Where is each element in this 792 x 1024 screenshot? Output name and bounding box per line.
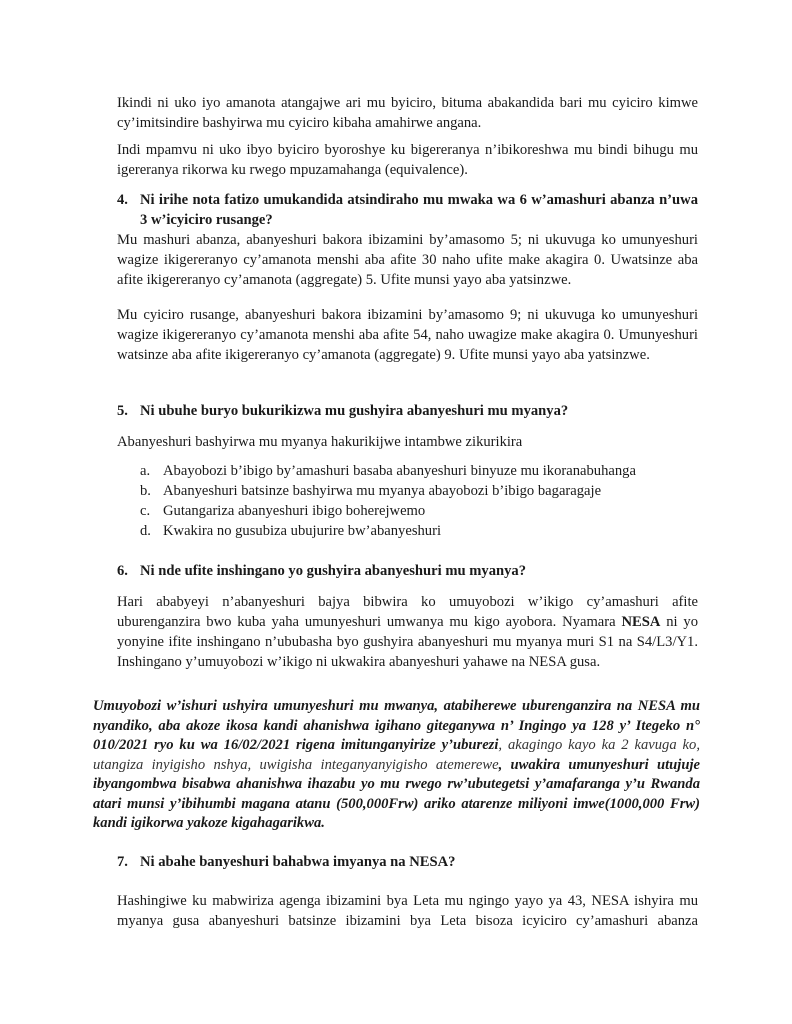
section-heading-5 — [117, 401, 698, 421]
section-number: 6. — [117, 563, 128, 579]
list-marker: b. — [140, 483, 151, 499]
section-paragraph: Abanyeshuri bashyirwa mu myanya hakurikijwe intambwe zikurikira — [117, 434, 523, 450]
section-paragraph: Mu mashuri abanza, abanyeshuri bakora ibizamini by’amasomo 5; ni ukuvuga ko umunyeshuri wagize ikigereranyo cy’amanota menshi aba afite 30 naho ufite make akagira 0. Uwatsinze aba afite ikigereranyo cy’amanota (aggregate) 5. Ufite munsi yayo aba yatsinzwe. — [117, 232, 698, 288]
section-paragraph — [117, 592, 698, 672]
section-paragraph: Hashingiwe ku mabwiriza agenga ibizamini bya Leta mu ngingo yayo ya 43, NESA ishyira mu myanya gusa abanyeshuri batsinze ibizamini bya Leta bisoza icyiciro cy’amashuri abanza — [117, 893, 698, 929]
section-number: 7. — [117, 854, 128, 870]
section-heading-text: Ni ubuhe buryo bukurikizwa mu gushyira abanyeshuri mu myanya? — [140, 403, 569, 419]
section-heading-text: Ni abahe banyeshuri bahabwa imyanya na NESA? — [140, 854, 456, 870]
section-number: 4. — [117, 192, 128, 208]
section-heading-6 — [117, 561, 698, 581]
section-heading-text: Ni nde ufite inshingano yo gushyira abanyeshuri mu myanya? — [140, 563, 527, 579]
list-item — [140, 521, 700, 541]
intro-paragraph: Ikindi ni uko iyo amanota atangajwe ari mu byiciro, bituma abakandida bari mu cyiciro kimwe cy’imitsindire bashyirwa mu cyiciro kibaha amahirwe angana. — [117, 95, 698, 131]
paragraph-text: Hari ababyeyi n’abanyeshuri bajya bibwira ko umuyobozi w’ikigo cy’amashuri afite uburenganzira bwo kuba yaha umunyeshuri umwanya mu kigo ayobora. Nyamara — [117, 594, 698, 630]
intro-paragraph: Indi mpamvu ni uko ibyo byiciro byoroshye ku bigereranya n’ibikoreshwa mu bindi bihugu mu igereranya rikorwa ku rwego mpuzamahanga (equivalence). — [117, 142, 698, 178]
list-item-text: Abanyeshuri batsinze bashyirwa mu myanya abayobozi b’ibigo bagaragaje — [163, 483, 602, 499]
section-number: 5. — [117, 403, 128, 419]
list-item — [140, 461, 700, 481]
list-marker: d. — [140, 523, 151, 539]
notice-normal-text: , akagingo kayo ka 2 kavuga ko, utangiza inyigisho nshya, uwigisha integanyanyigisho atemerewe — [93, 737, 700, 773]
section-heading-7 — [117, 852, 698, 872]
nesa-bold-text: NESA — [621, 614, 661, 630]
steps-list — [140, 461, 700, 541]
legal-notice — [93, 697, 700, 834]
section-heading-text: Ni irihe nota fatizo umukandida atsindiraho mu mwaka wa 6 w’amashuri abanza n’uwa 3 w’icyiciro rusange? — [140, 192, 698, 228]
list-marker: a. — [140, 463, 151, 479]
list-item — [140, 501, 700, 521]
paragraph-text: ni yo yonyine ifite inshingano n’ububasha byo gushyira abanyeshuri mu myanya muri S1 na S4/L3/Y1. Inshingano y’umuyobozi w’ikigo ni ukwakira abanyeshuri yahawe na NESA gusa. — [117, 614, 698, 670]
list-marker: c. — [140, 503, 151, 519]
section-heading-4 — [117, 190, 698, 230]
section-paragraph: Mu cyiciro rusange, abanyeshuri bakora ibizamini by’amasomo 9; ni ukuvuga ko umunyeshuri wagize ikigereranyo cy’amanota menshi aba afite 54, naho uwagize make akagira 0. Umunyeshuri watsinze aba afite ikigereranyo cy’amanota (aggregate) 9. Ufite munsi yayo aba yatsinzwe. — [117, 307, 698, 363]
list-item-text: Kwakira no gusubiza ubujurire bw’abanyeshuri — [163, 523, 442, 539]
list-item-text: Gutangariza abanyeshuri ibigo boherejwemo — [163, 503, 426, 519]
list-item-text: Abayobozi b’ibigo by’amashuri basaba abanyeshuri binyuze mu ikoranabuhanga — [163, 463, 636, 479]
notice-bold-text: , uwakira umunyeshuri utujuje ibyangombwa bisabwa ahanishwa ihazabu yo mu rwego rw’ubutegetsi y’amafaranga y’u Rwanda atari munsi y’ibihumbi magana atanu (500,000Frw) ariko atarenze miliyoni imwe(1000,000 Frw) kandi igikorwa yakoze kigahagarikwa. — [93, 756, 700, 831]
notice-bold-text: Umuyobozi w’ishuri ushyira umunyeshuri mu mwanya, atabiherewe uburenganzira na NESA mu nyandiko, aba akoze ikosa kandi ahanishwa igihano giteganywa n’ Ingingo ya 128 y’ Itegeko n° 010/2021 ryo ku wa 16/02/2021 rigena imitunganyirize y’uburezi — [93, 698, 700, 753]
list-item — [140, 481, 700, 501]
